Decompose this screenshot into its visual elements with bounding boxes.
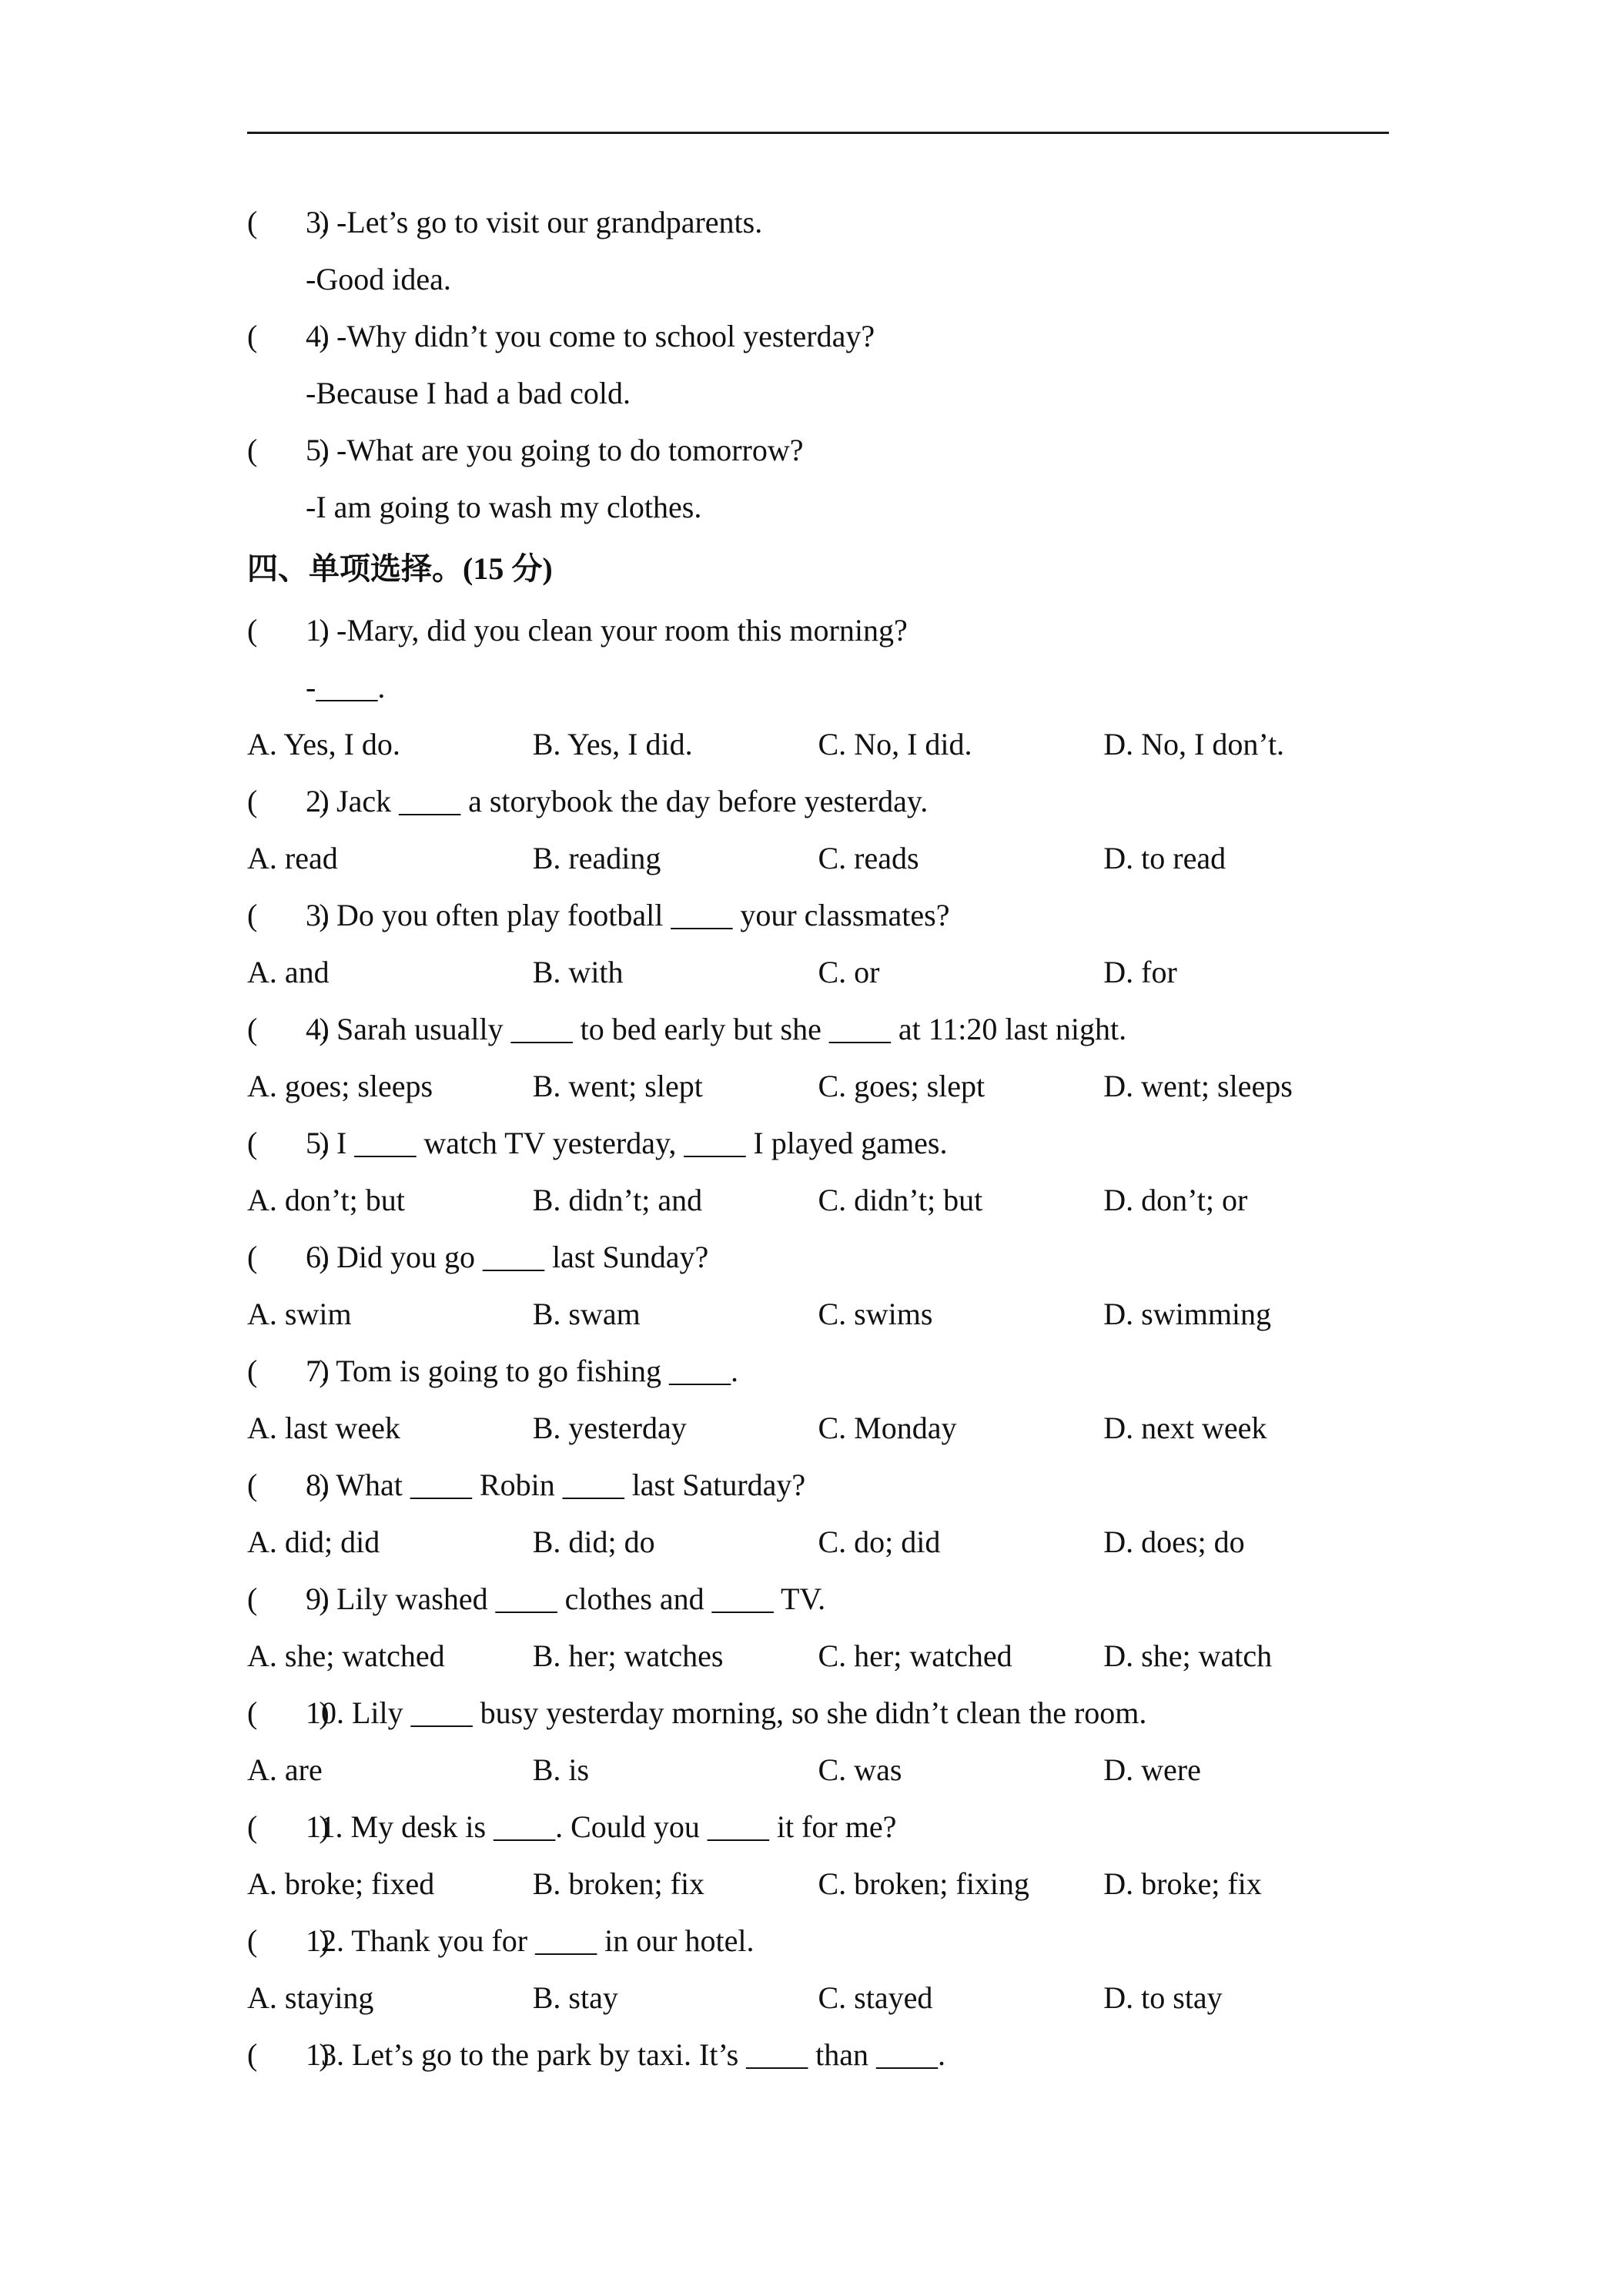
question-text: 3. -Let’s go to visit our grandparents. [306,205,763,239]
answer-paren[interactable]: ( ) [247,433,330,467]
question-item [247,1229,1389,1343]
option-b: B. yesterday [532,1411,687,1445]
question-text: 3. Do you often play football ____ your classmates? [306,898,950,932]
question-item [247,1685,1389,1799]
option-a: A. read [247,841,338,875]
option-c: C. her; watched [818,1638,1012,1673]
question-item [247,1571,1389,1685]
option-b: B. went; slept [532,1069,703,1103]
option-d: D. went; sleeps [1103,1069,1293,1103]
option-b: B. didn’t; and [532,1183,703,1217]
option-b: B. broken; fix [532,1866,705,1901]
option-a: A. goes; sleeps [247,1069,433,1103]
question-text: 11. My desk is ____. Could you ____ it for me? [306,1809,897,1844]
option-a: A. did; did [247,1525,380,1559]
option-d: D. were [1103,1752,1201,1787]
question-text: 9. Lily washed ____ clothes and ____ TV. [306,1581,826,1616]
option-b: B. stay [532,1980,618,2015]
header-rule [247,132,1389,134]
question-text: 13. Let’s go to the park by taxi. It’s ____ than ____. [306,2037,945,2072]
question-item [247,1115,1389,1229]
options-row [247,716,1389,773]
options-row [247,1628,1389,1685]
response-blank: -____. [306,670,386,705]
question-text: 2. Jack ____ a storybook the day before yesterday. [306,784,929,818]
question-item [247,1343,1389,1457]
option-d: D. for [1103,955,1177,989]
option-b: B. did; do [532,1525,655,1559]
options-row [247,1856,1389,1913]
options-row [247,830,1389,887]
option-b: B. is [532,1752,590,1787]
question-text: 7. Tom is going to go fishing ____. [306,1354,739,1388]
option-b: B. her; watches [532,1638,724,1673]
section-title: 四、单项选择。(15 分) [247,551,553,586]
answer-paren[interactable]: ( ) [247,613,330,648]
answer-paren[interactable]: ( ) [247,2037,330,2072]
option-a: A. don’t; but [247,1183,405,1217]
question-text: 5. -What are you going to do tomorrow? [306,433,804,467]
option-c: C. No, I did. [818,727,972,761]
response-text: -I am going to wash my clothes. [306,490,702,524]
options-row [247,1742,1389,1799]
question-item [247,1913,1389,2027]
option-a: A. broke; fixed [247,1866,435,1901]
option-d: D. next week [1103,1411,1267,1445]
question-item [247,1799,1389,1913]
question-item [247,1457,1389,1571]
option-d: D. don’t; or [1103,1183,1248,1217]
options-row [247,944,1389,1001]
option-d: D. to read [1103,841,1226,875]
worksheet-content [247,194,1389,2083]
answer-paren[interactable]: ( ) [247,1923,330,1958]
question-text: 10. Lily ____ busy yesterday morning, so she didn’t clean the room. [306,1695,1147,1730]
answer-paren[interactable]: ( ) [247,205,330,239]
options-row [247,1172,1389,1229]
option-a: A. she; watched [247,1638,445,1673]
option-a: A. are [247,1752,323,1787]
option-c: C. was [818,1752,902,1787]
question-text: 12. Thank you for ____ in our hotel. [306,1923,755,1958]
answer-paren[interactable]: ( ) [247,1126,330,1160]
answer-paren[interactable]: ( ) [247,1240,330,1274]
answer-paren[interactable]: ( ) [247,319,330,353]
question-item [247,1001,1389,1115]
option-a: A. staying [247,1980,374,2015]
option-b: B. Yes, I did. [532,727,693,761]
option-c: C. Monday [818,1411,957,1445]
option-b: B. swam [532,1297,641,1331]
answer-paren[interactable]: ( ) [247,784,330,818]
question-item [247,602,1389,773]
option-d: D. she; watch [1103,1638,1273,1673]
options-row [247,1514,1389,1571]
options-row [247,1286,1389,1343]
option-d: D. No, I don’t. [1103,727,1285,761]
option-c: C. broken; fixing [818,1866,1029,1901]
question-item [247,773,1389,887]
options-row [247,1058,1389,1115]
option-c: C. goes; slept [818,1069,986,1103]
question-text: 8. What ____ Robin ____ last Saturday? [306,1468,806,1502]
part3-item [247,308,1389,422]
answer-paren[interactable]: ( ) [247,1695,330,1730]
answer-paren[interactable]: ( ) [247,1581,330,1616]
question-text: 5. I ____ watch TV yesterday, ____ I played games. [306,1126,948,1160]
option-d: D. does; do [1103,1525,1245,1559]
question-text: 6. Did you go ____ last Sunday? [306,1240,709,1274]
option-c: C. stayed [818,1980,933,2015]
question-item [247,2027,1389,2083]
option-d: D. swimming [1103,1297,1272,1331]
answer-paren[interactable]: ( ) [247,1468,330,1502]
part3-item [247,194,1389,308]
part3-item [247,422,1389,536]
response-text: -Because I had a bad cold. [306,376,631,410]
answer-paren[interactable]: ( ) [247,898,330,932]
response-text: -Good idea. [306,262,451,296]
answer-paren[interactable]: ( ) [247,1354,330,1388]
options-row [247,1970,1389,2027]
option-c: C. swims [818,1297,933,1331]
question-item [247,887,1389,1001]
answer-paren[interactable]: ( ) [247,1012,330,1046]
option-a: A. last week [247,1411,400,1445]
options-row [247,1400,1389,1457]
question-text: 4. Sarah usually ____ to bed early but she ____ at 11:20 last night. [306,1012,1127,1046]
option-c: C. or [818,955,880,989]
option-a: A. Yes, I do. [247,727,400,761]
question-text: 4. -Why didn’t you come to school yesterday? [306,319,875,353]
option-a: A. and [247,955,330,989]
answer-paren[interactable]: ( ) [247,1809,330,1844]
option-c: C. do; did [818,1525,941,1559]
option-b: B. with [532,955,624,989]
option-c: C. didn’t; but [818,1183,983,1217]
option-a: A. swim [247,1297,352,1331]
option-d: D. broke; fix [1103,1866,1262,1901]
question-text: 1. -Mary, did you clean your room this morning? [306,613,908,648]
option-c: C. reads [818,841,919,875]
option-d: D. to stay [1103,1980,1223,2015]
option-b: B. reading [532,841,661,875]
